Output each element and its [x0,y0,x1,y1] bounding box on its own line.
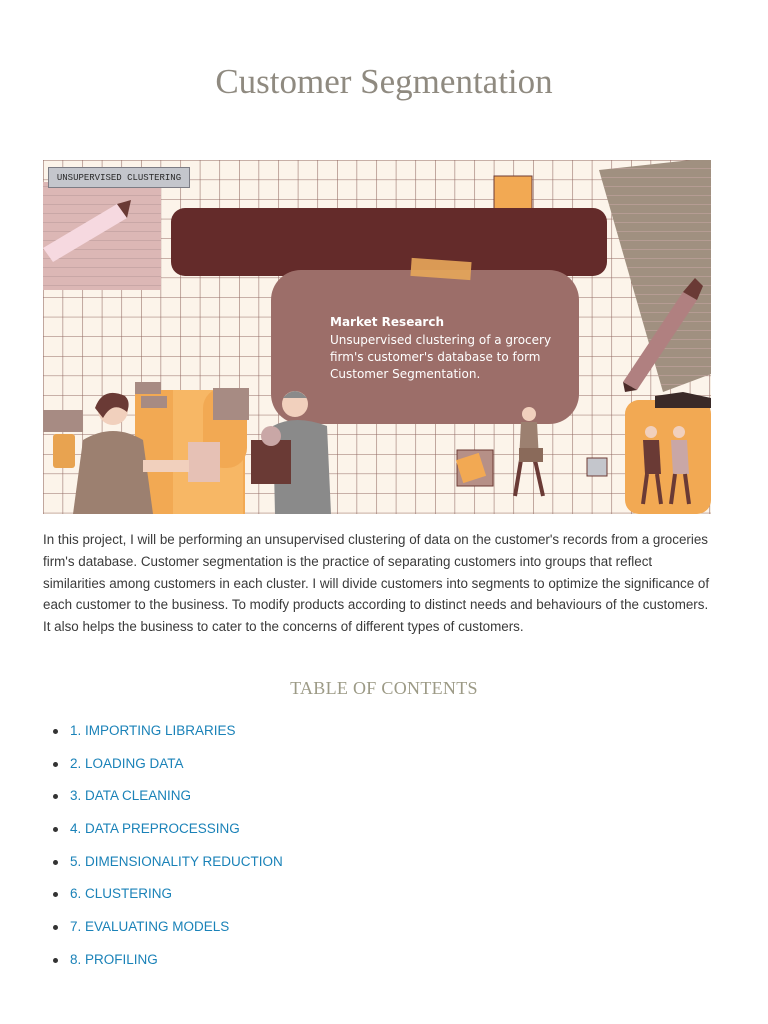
bullet-icon [53,860,58,865]
toc-link-dimensionality-reduction[interactable]: 5. DIMENSIONALITY REDUCTION [70,853,283,869]
notepaper-decoration [43,182,161,290]
toc-item [52,785,283,818]
toc-link-clustering[interactable]: 6. CLUSTERING [70,886,173,902]
toc-list [52,720,283,982]
intro-paragraph: In this project, I will be performing an unsupervised clustering of data on the customer's records from a groceries firm's database. Customer segmentation is the practice of separating customers into groups that reflect similarities among customers in each cluster. I will divide customers into segments to optimize the significance of each customer to the business. To modify products according to distinct needs and behaviours of the customers. It also helps the business to cater to the concerns of different types of customers. [43,532,710,635]
bullet-icon [53,958,58,963]
toc-link-importing-libraries[interactable]: 1. IMPORTING LIBRARIES [70,723,236,738]
bullet-icon [53,827,58,832]
banner-subtitle: Unsupervised clustering of a grocery firm's customer's database to form Customer Segmentation. [330,333,552,381]
bullet-icon [53,729,58,734]
bullet-icon [53,925,58,930]
bullet-icon [53,892,58,897]
toc-item [52,851,283,884]
bullet-icon [53,794,58,799]
toc-link-data-preprocessing[interactable]: 4. DATA PREPROCESSING [70,821,240,837]
couple-illustration [625,392,711,514]
toc-link-loading-data[interactable]: 2. LOADING DATA [70,755,184,771]
toc-link-evaluating-models[interactable]: 7. EVALUATING MODELS [70,919,230,935]
banner-tag: UNSUPERVISED CLUSTERING [48,167,190,188]
toc-item [52,720,283,753]
toc-link-data-cleaning[interactable]: 3. DATA CLEANING [70,788,192,804]
toc-link-profiling[interactable]: 8. PROFILING [70,951,158,967]
banner-image [43,160,711,514]
dark-banner [171,208,607,276]
banner-heading: Market Research [330,315,444,329]
page-title: Customer Segmentation [215,62,553,101]
toc-title: TABLE OF CONTENTS [290,678,478,698]
toc-item [52,949,283,982]
toc-item [52,916,283,949]
bullet-icon [53,762,58,767]
toc-item [52,753,283,786]
toc-item [52,818,283,851]
toc-item [52,883,283,916]
